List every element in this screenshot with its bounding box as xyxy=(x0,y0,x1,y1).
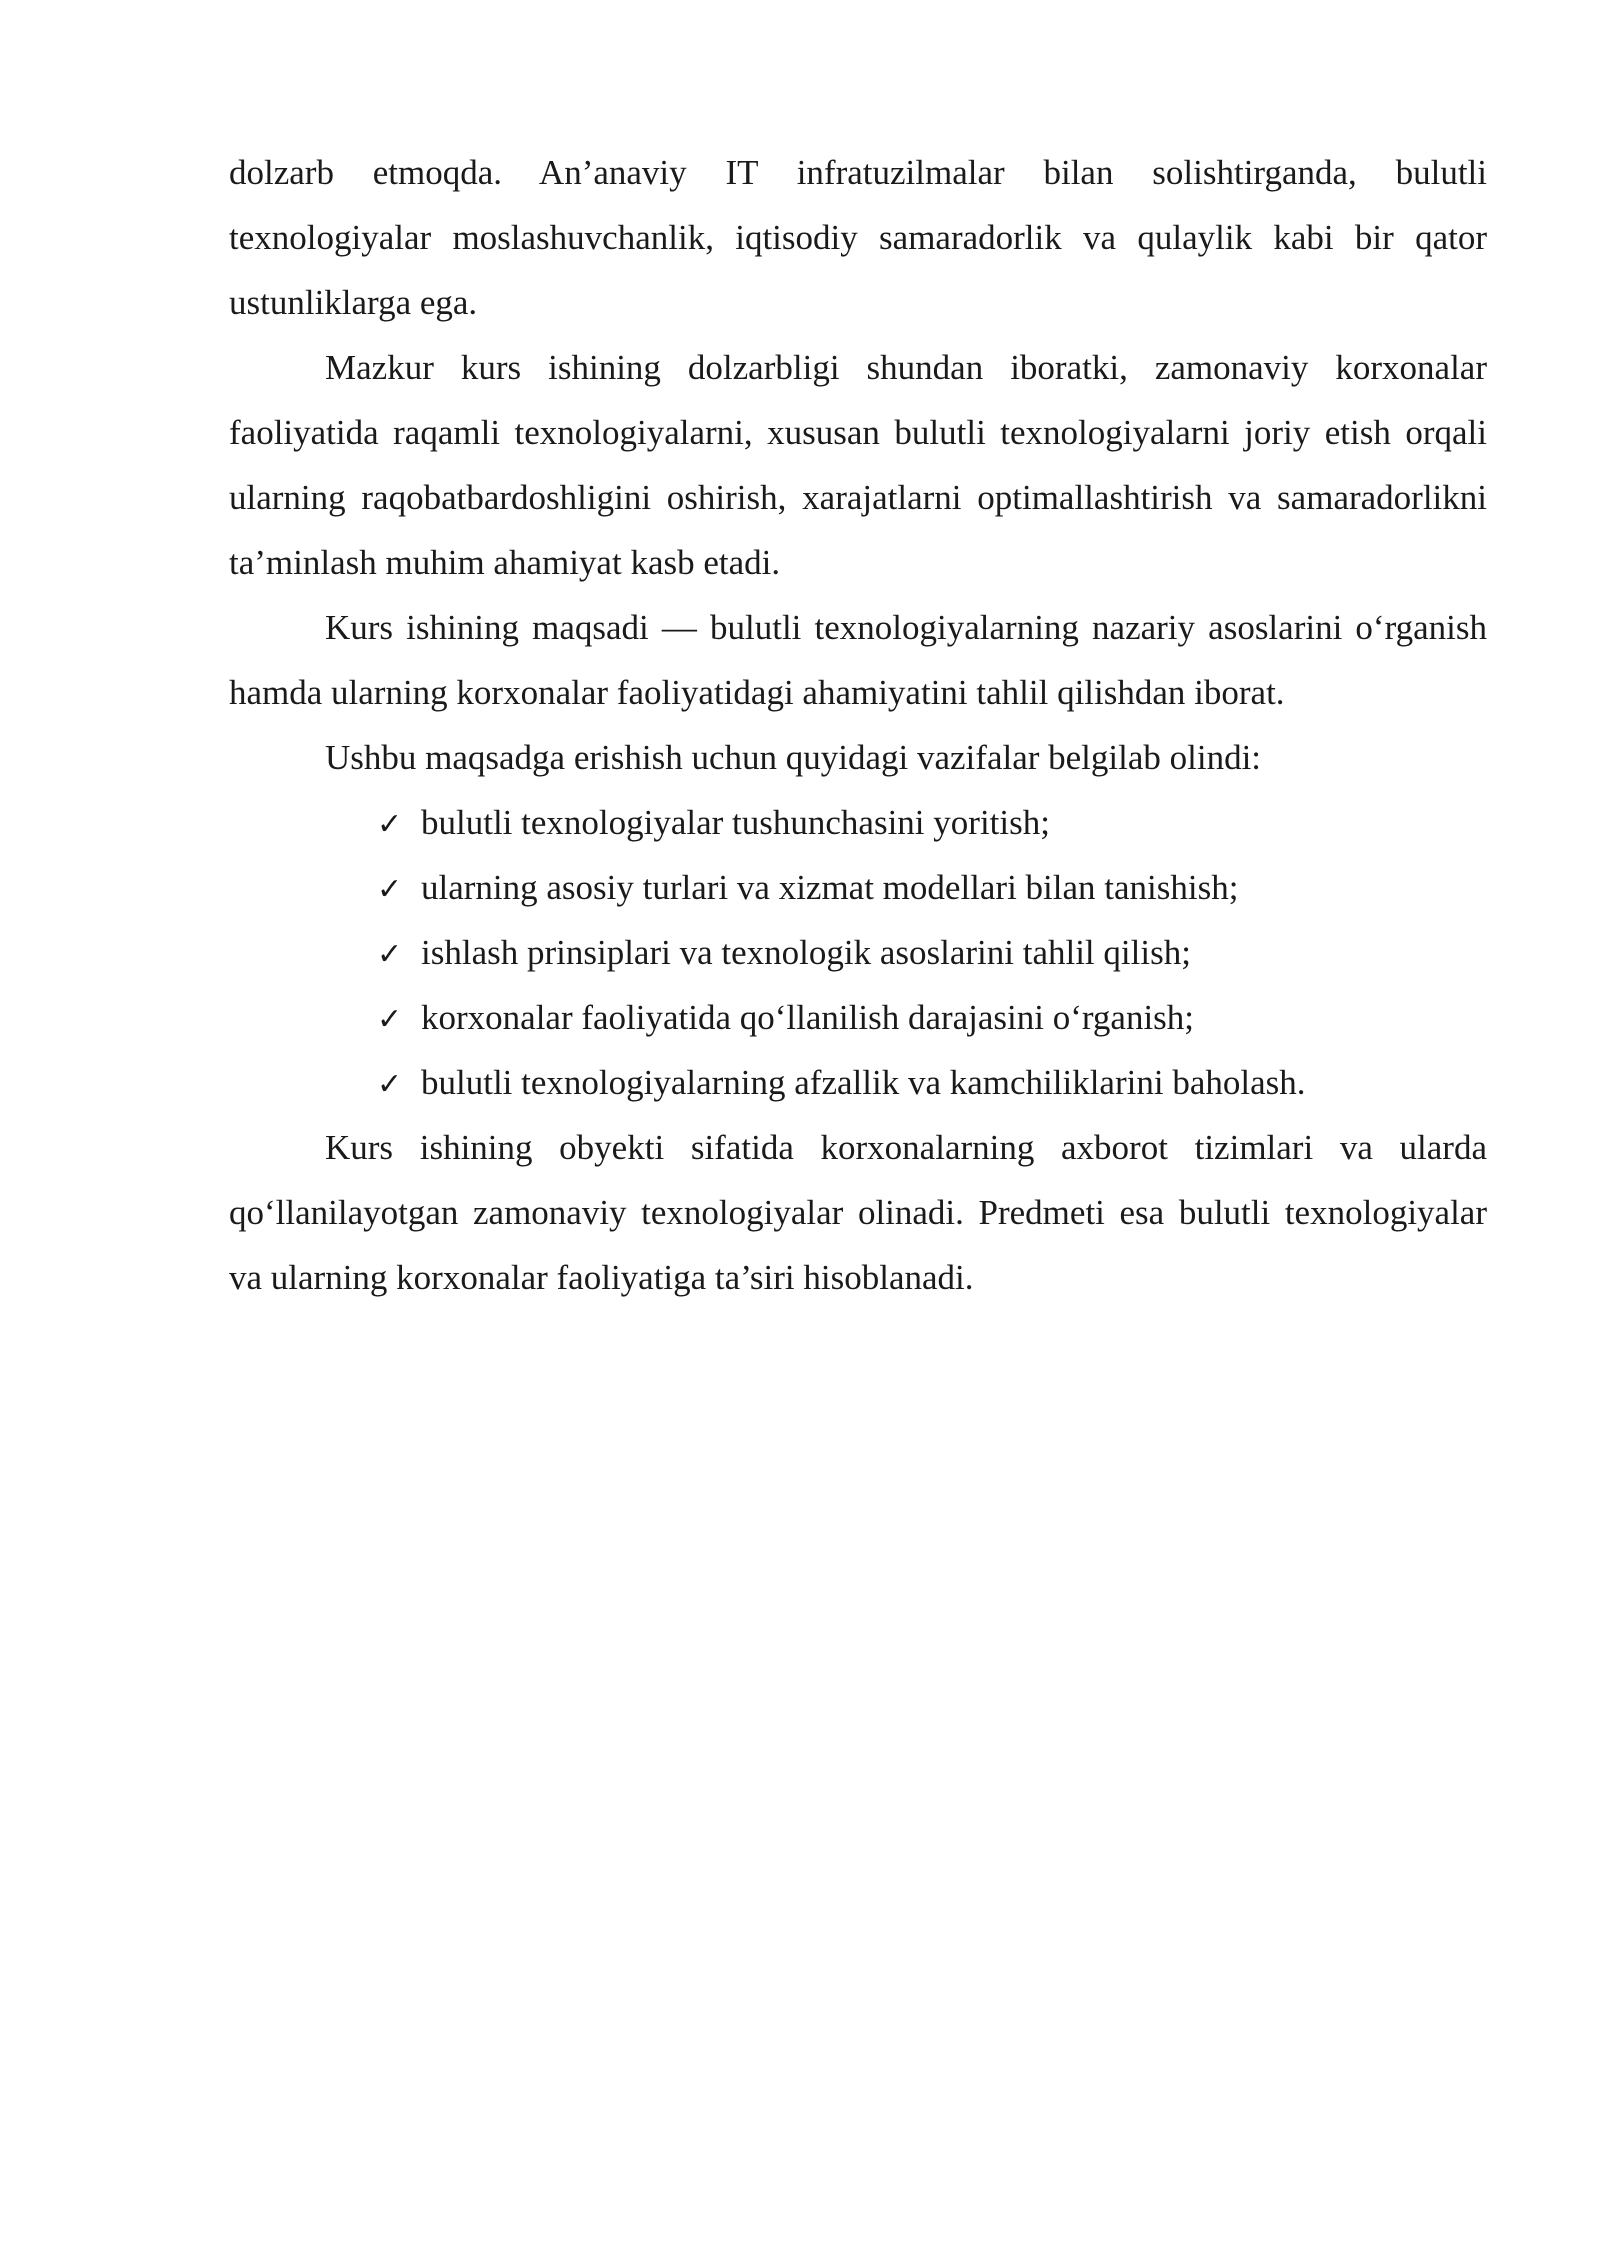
checkmark-icon: ✓ xyxy=(377,872,403,907)
checkmark-icon: ✓ xyxy=(377,807,403,842)
list-item xyxy=(377,920,1487,985)
task-text: korxonalar faoliyatida qo‘llanilish darajasini o‘rganish; xyxy=(421,998,1195,1037)
checkmark-icon: ✓ xyxy=(377,1002,403,1037)
task-text: ularning asosiy turlari va xizmat modellari bilan tanishish; xyxy=(421,868,1239,907)
list-item xyxy=(377,1050,1487,1115)
paragraph-intro-continuation: dolzarb etmoqda. An’anaviy IT infratuzilmalar bilan solishtirganda, bulutli texnologiyalar moslashuvchanlik, iqtisodiy samaradorlik va qulaylik kabi bir qator ustunliklarga ega. xyxy=(229,153,1487,322)
task-text: bulutli texnologiyalarning afzallik va kamchiliklarini baholash. xyxy=(421,1063,1306,1102)
paragraph-relevance: Mazkur kurs ishining dolzarbligi shundan iboratki, zamonaviy korxonalar faoliyatida raqamli texnologiyalarni, xususan bulutli texnologiyalarni joriy etish orqali ularning raqobatbardoshligini oshirish, xarajatlarni optimallashtirish va samaradorlikni ta’minlash muhim ahamiyat kasb etadi. xyxy=(229,348,1487,582)
paragraph-object-subject: Kurs ishining obyekti sifatida korxonalarning axborot tizimlari va ularda qo‘llanilayotgan zamonaviy texnologiyalar olinadi. Predmeti esa bulutli texnologiyalar va ularning korxonalar faoliyatiga ta’siri hisoblanadi. xyxy=(229,1128,1487,1297)
checkmark-icon: ✓ xyxy=(377,937,403,972)
list-item xyxy=(377,985,1487,1050)
list-item xyxy=(377,790,1487,855)
task-list xyxy=(229,790,1487,1115)
document-page xyxy=(229,140,1487,1310)
task-text: ishlash prinsiplari va texnologik asoslarini tahlil qilish; xyxy=(421,933,1191,972)
paragraph-tasks-intro: Ushbu maqsadga erishish uchun quyidagi vazifalar belgilab olindi: xyxy=(325,738,1262,777)
checkmark-icon: ✓ xyxy=(377,1067,403,1102)
list-item xyxy=(377,855,1487,920)
paragraph-goal: Kurs ishining maqsadi — bulutli texnologiyalarning nazariy asoslarini o‘rganish hamda ularning korxonalar faoliyatidagi ahamiyatini tahlil qilishdan iborat. xyxy=(229,608,1487,712)
task-text: bulutli texnologiyalar tushunchasini yoritish; xyxy=(421,803,1050,842)
